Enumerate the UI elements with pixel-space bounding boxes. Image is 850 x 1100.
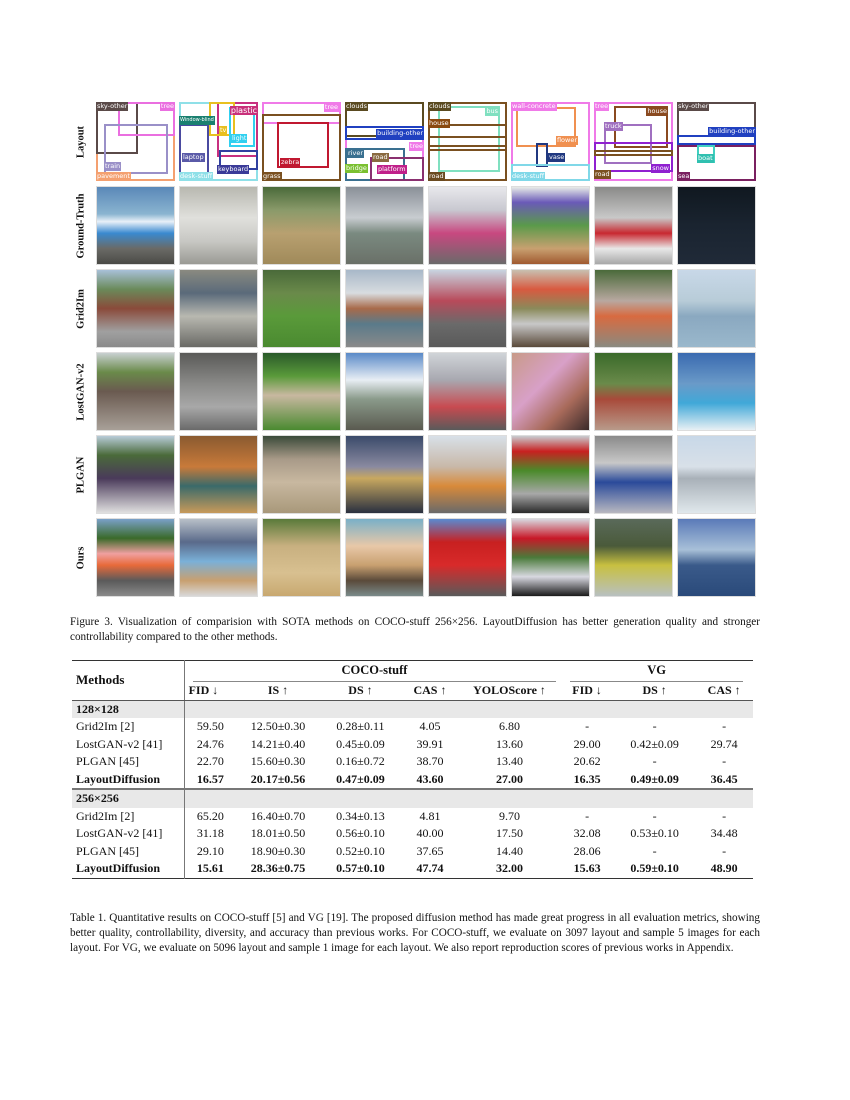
figure-3 [70, 102, 760, 600]
image-city [345, 269, 424, 348]
image-truck [594, 186, 673, 265]
layout-train: sky-other tree train pavement [97, 102, 174, 180]
image-truck [594, 269, 673, 348]
image-harbor [677, 186, 756, 265]
image-zebra [262, 518, 341, 597]
results-table: Methods COCO-stuff VG FID ↓ IS ↑ DS ↑ CAS ↑ YOLOScore ↑ FID ↓ DS ↑ CAS ↑ 128×128 Grid2Im [2] 59.50 12.50±0.30 0.28±0.11 4.05 6.80 - - - LostGAN-v2 [41] 24.76 14.21±0.40 0.45±0.09 39.91 13.60 29.00 0.42±0.09 29.74 PLGAN [45] 22.70 15.60±0.30 0.16±0.72 38.70 13.40 20.62 - - LayoutDiffusion 16.57 20.17±0.56 0.47±0.09 43.60 27.00 16.35 0.49±0.09 36.45 256×256 Grid2Im [2] 65.20 16.40±0.70 0.34±0.13 4.81 9.70 - - - LostGAN-v2 [41] 31.18 18.01±0.50 0.56±0.10 40.00 17.50 32.08 0.53±0.10 34.48 PLGAN [45] 29.10 18.90±0.30 0.52±0.10 37.65 14.40 28.06 - - LayoutDiffusion 15.61 28.36±0.75 0.57±0.10 47.74 32.00 15.63 0.59±0.10 48.90 [72, 660, 753, 879]
image-city [345, 518, 424, 597]
image-zebra [262, 186, 341, 265]
image-bus [428, 269, 507, 348]
layout-desk: plastic Window-blind tv light laptop keyboard desk-stuff [179, 102, 258, 181]
methods-header: Methods [72, 661, 184, 701]
layout-zebra: tree zebra grass [262, 102, 341, 181]
image-desk [179, 518, 258, 597]
image-city [345, 186, 424, 265]
group-128: 128×128 [72, 700, 753, 718]
image-zebra [262, 352, 341, 431]
image-train [96, 518, 175, 597]
image-harbor [677, 352, 756, 431]
image-bus [428, 435, 507, 514]
coco-header: COCO-stuff [184, 661, 560, 683]
image-zebra [262, 269, 341, 348]
image-train [96, 435, 175, 514]
table-row: PLGAN [45] 29.10 18.90±0.30 0.52±0.10 37.65 14.40 28.06 - - [72, 843, 753, 861]
image-harbor [677, 269, 756, 348]
image-harbor [677, 435, 756, 514]
layout-harbor: sky-other building-other boat sea [678, 102, 755, 180]
image-flowers [511, 186, 590, 265]
image-desk [179, 352, 258, 431]
layout-city: clouds building-other tree river road bridge platform [345, 102, 424, 181]
table-row: LostGAN-v2 [41] 24.76 14.21±0.40 0.45±0.09 39.91 13.60 29.00 0.42±0.09 29.74 [72, 736, 753, 754]
table-row: LostGAN-v2 [41] 31.18 18.01±0.50 0.56±0.10 40.00 17.50 32.08 0.53±0.10 34.48 [72, 825, 753, 843]
image-city [345, 435, 424, 514]
row-plgan: PLGAN [70, 435, 760, 515]
row-ground-truth: Ground-Truth [70, 186, 760, 266]
image-bus [428, 186, 507, 265]
layout-bus: clouds bus house road [428, 102, 507, 181]
image-bus [428, 518, 507, 597]
image-train [96, 269, 175, 348]
image-flowers [511, 352, 590, 431]
image-bus [428, 352, 507, 431]
table-caption: Table 1. Quantitative results on COCO-stuff [5] and VG [19]. The proposed diffusion method has made great progress in all evaluation metrics, showing better quality, controllability, diversity, and accuracy than previous works. For COCO-stuff, we evaluate on 3097 layout and sample 5 images for each layout. For VG, we evaluate on 5096 layout and sample 1 image for each layout. We also report reproduction scores of previous works in Appendix. [70, 912, 760, 954]
layout-flowers: wall-concrete flower vase desk-stuff [511, 102, 590, 181]
image-train [96, 186, 175, 265]
layout-truck: tree house truck snow road [594, 102, 673, 181]
image-truck [594, 352, 673, 431]
image-flowers [511, 518, 590, 597]
row-grid2im: Grid2Im [70, 269, 760, 349]
image-train [96, 352, 175, 431]
image-zebra [262, 435, 341, 514]
image-city [345, 352, 424, 431]
image-flowers [511, 435, 590, 514]
figure-caption: Figure 3. Visualization of comparision with SOTA methods on COCO-stuff 256×256. LayoutDiffusion has better generation quality and stronger controllability compared to the other methods. [70, 616, 760, 643]
vg-header: VG [560, 661, 753, 683]
image-truck [594, 518, 673, 597]
image-harbor [677, 518, 756, 597]
image-flowers [511, 269, 590, 348]
table-row-ours: LayoutDiffusion 16.57 20.17±0.56 0.47±0.09 43.60 27.00 16.35 0.49±0.09 36.45 [72, 771, 753, 790]
image-desk [179, 269, 258, 348]
table-row: Grid2Im [2] 59.50 12.50±0.30 0.28±0.11 4.05 6.80 - - - [72, 718, 753, 736]
group-256: 256×256 [72, 789, 753, 808]
row-label: Layout [75, 125, 87, 159]
table-row: Grid2Im [2] 65.20 16.40±0.70 0.34±0.13 4.81 9.70 - - - [72, 808, 753, 826]
row-lostgan: LostGAN-v2 [70, 352, 760, 432]
table-row-ours: LayoutDiffusion 15.61 28.36±0.75 0.57±0.10 47.74 32.00 15.63 0.59±0.10 48.90 [72, 860, 753, 878]
row-layout [70, 102, 760, 182]
image-desk [179, 435, 258, 514]
table-row: PLGAN [45] 22.70 15.60±0.30 0.16±0.72 38.70 13.40 20.62 - - [72, 753, 753, 771]
image-desk [179, 186, 258, 265]
row-ours: Ours [70, 518, 760, 598]
image-truck [594, 435, 673, 514]
